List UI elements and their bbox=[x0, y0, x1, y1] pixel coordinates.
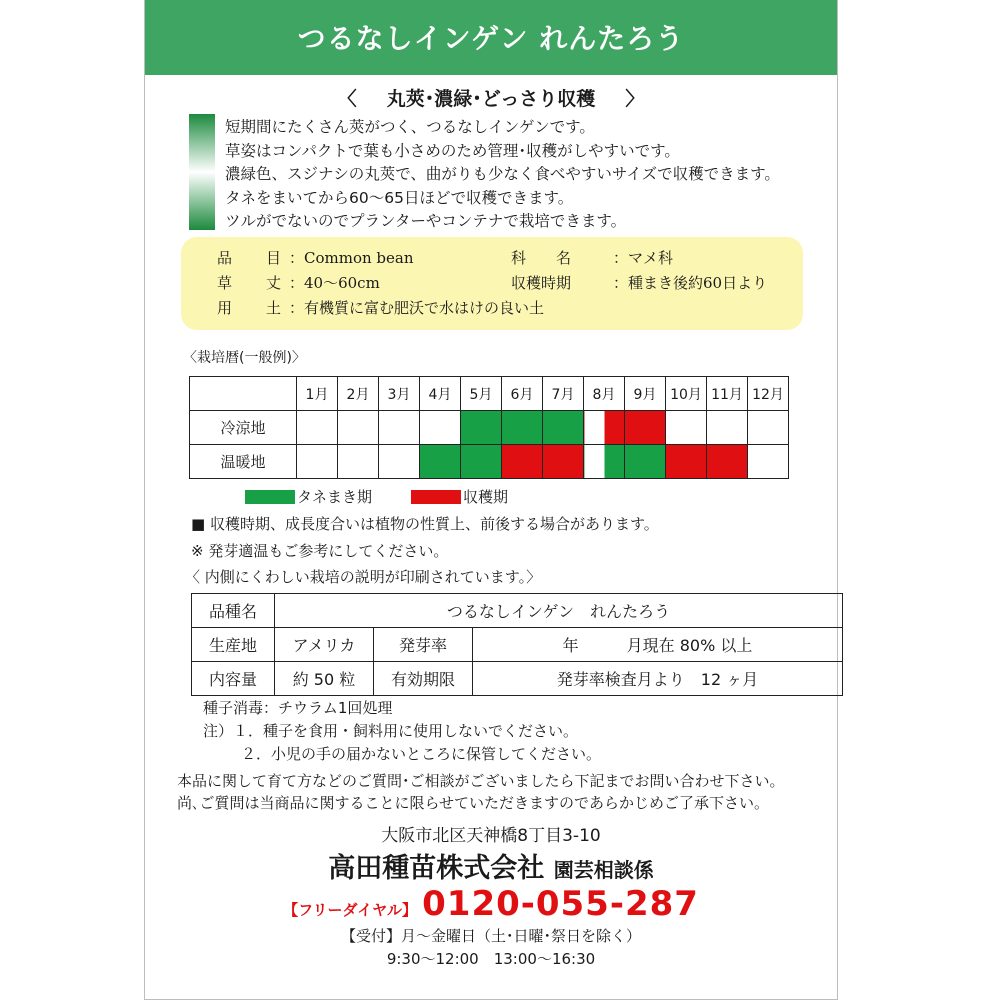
calendar-month-header: 7月 bbox=[543, 377, 584, 411]
caution-1: 注）１．種子を食用・飼料用に使用しないでください。 bbox=[203, 722, 579, 740]
calendar-month-cell bbox=[748, 411, 789, 445]
seed-packet-back bbox=[144, 0, 838, 1000]
calendar-month-header: 1月 bbox=[297, 377, 338, 411]
calendar-month-cell bbox=[584, 411, 625, 445]
contact-line-2: 尚､ご質問は当商品に関することに限らせていただきますのであらかじめご了承下さい。 bbox=[177, 794, 770, 812]
feature-line: タネをまいてから60～65日ほどで収穫できます。 bbox=[225, 188, 574, 207]
calendar-month-header: 8月 bbox=[584, 377, 625, 411]
feature-accent-bar bbox=[189, 114, 215, 230]
legend-harvest-label: 収穫期 bbox=[463, 488, 509, 506]
item-value: ：Common bean bbox=[289, 249, 414, 267]
origin-label: 生産地 bbox=[192, 628, 275, 662]
calendar-month-cell bbox=[461, 445, 502, 479]
feature-list bbox=[225, 116, 780, 234]
calendar-month-cell bbox=[502, 411, 543, 445]
calendar-month-cell bbox=[379, 445, 420, 479]
calendar-month-cell bbox=[379, 411, 420, 445]
product-title: つるなしインゲン れんたろう bbox=[145, 0, 837, 75]
info-box bbox=[181, 237, 803, 330]
company-address: 大阪市北区天神橋8丁目3-10 bbox=[381, 826, 601, 846]
caution-2: ２．小児の手の届かないところに保管してください。 bbox=[241, 745, 602, 763]
origin-value: アメリカ bbox=[275, 628, 374, 662]
family-key: 科 名 bbox=[511, 249, 572, 267]
company-name-block bbox=[145, 846, 837, 885]
calendar-month-header: 2月 bbox=[338, 377, 379, 411]
legend-harvest-swatch bbox=[411, 490, 461, 504]
calendar-month-cell bbox=[625, 445, 666, 479]
legend-harvest bbox=[411, 486, 508, 507]
calendar-corner-cell bbox=[190, 377, 297, 411]
variety-value: つるなしインゲン れんたろう bbox=[275, 594, 843, 628]
calendar-month-header: 6月 bbox=[502, 377, 543, 411]
phone-block bbox=[145, 884, 837, 924]
variety-label: 品種名 bbox=[192, 594, 275, 628]
free-dial-label: 【フリーダイヤル】 bbox=[283, 901, 418, 919]
height-key: 草丈 bbox=[217, 274, 316, 292]
calendar-month-cell bbox=[543, 411, 584, 445]
calendar-row bbox=[190, 411, 789, 445]
calendar-row bbox=[190, 445, 789, 479]
expiry-value: 発芽率検査月より 12 ヶ月 bbox=[473, 662, 843, 696]
content-value: 約 50 粒 bbox=[275, 662, 374, 696]
legend-sow-label: タネまき期 bbox=[297, 488, 373, 506]
calendar-region-label: 冷涼地 bbox=[190, 411, 297, 445]
calendar-header-row bbox=[190, 377, 789, 411]
soil-key: 用土 bbox=[217, 299, 316, 317]
calendar-month-cell bbox=[543, 445, 584, 479]
harvest-time-value: ：種まき後約60日より bbox=[613, 274, 768, 292]
calendar-region-label: 温暖地 bbox=[190, 445, 297, 479]
reception-days: 【受付】月～金曜日（土･日曜･祭日を除く） bbox=[340, 927, 641, 945]
calendar-month-cell bbox=[297, 445, 338, 479]
item-key: 品目 bbox=[217, 249, 316, 267]
calendar-month-cell bbox=[748, 445, 789, 479]
calendar-month-cell bbox=[666, 411, 707, 445]
germination-value: 年 月現在 80% 以上 bbox=[473, 628, 843, 662]
calendar-month-header: 10月 bbox=[666, 377, 707, 411]
seed-disinfection: 種子消毒：チウラム1回処理 bbox=[203, 699, 393, 717]
calendar-month-header: 4月 bbox=[420, 377, 461, 411]
note-harvest-variance: ■ 収穫時期、成長度合いは植物の性質上、前後する場合があります。 bbox=[191, 515, 659, 533]
feature-line: 濃緑色、スジナシの丸莢で、曲がりも少なく食べやすいサイズで収穫できます。 bbox=[225, 165, 780, 183]
tagline-open: 〈 bbox=[337, 88, 357, 110]
germination-label: 発芽率 bbox=[374, 628, 473, 662]
company-name: 高田種苗株式会社 bbox=[328, 853, 545, 884]
calendar-month-header: 11月 bbox=[707, 377, 748, 411]
calendar-month-cell bbox=[584, 445, 625, 479]
spec-table bbox=[191, 593, 843, 696]
legend-sow bbox=[245, 486, 372, 507]
calendar-month-cell bbox=[625, 411, 666, 445]
tagline-close: 〉 bbox=[625, 88, 645, 110]
calendar-month-cell bbox=[707, 411, 748, 445]
department-name: 園芸相談係 bbox=[553, 858, 654, 882]
contact-line-1: 本品に関して育て方などのご質問･ご相談がございましたら下記までお問い合わせ下さい。 bbox=[177, 772, 785, 790]
cultivation-calendar bbox=[189, 376, 789, 479]
calendar-month-cell bbox=[502, 445, 543, 479]
calendar-month-cell bbox=[707, 445, 748, 479]
legend-sow-swatch bbox=[245, 490, 295, 504]
feature-line: 短期間にたくさん莢がつく、つるなしインゲンです。 bbox=[225, 118, 595, 136]
calendar-month-cell bbox=[666, 445, 707, 479]
height-value: ：40～60cm bbox=[289, 274, 380, 292]
expiry-label: 有効期限 bbox=[374, 662, 473, 696]
calendar-month-cell bbox=[297, 411, 338, 445]
calendar-month-header: 5月 bbox=[461, 377, 502, 411]
tagline-text: 丸莢･濃緑･どっさり収穫 bbox=[386, 88, 596, 110]
content-label: 内容量 bbox=[192, 662, 275, 696]
feature-line: 草姿はコンパクトで葉も小さめのため管理･収穫がしやすいです。 bbox=[225, 141, 680, 160]
calendar-month-header: 12月 bbox=[748, 377, 789, 411]
harvest-time-key: 収穫時期 bbox=[511, 274, 572, 292]
calendar-month-cell bbox=[338, 411, 379, 445]
note-germination-temp: ※ 発芽適温もご参考にしてください。 bbox=[191, 542, 449, 560]
note-inside-instructions: 〈 内側にくわしい栽培の説明が印刷されています。〉 bbox=[185, 568, 542, 586]
calendar-month-cell bbox=[338, 445, 379, 479]
calendar-month-header: 3月 bbox=[379, 377, 420, 411]
reception-hours: 9:30～12:00 13:00～16:30 bbox=[386, 950, 596, 968]
calendar-month-cell bbox=[420, 445, 461, 479]
tagline bbox=[145, 84, 837, 111]
calendar-month-cell bbox=[420, 411, 461, 445]
phone-number[interactable]: 0120-055-287 bbox=[422, 884, 699, 924]
calendar-month-header: 9月 bbox=[625, 377, 666, 411]
family-value: ：マメ科 bbox=[613, 249, 674, 267]
calendar-month-cell bbox=[461, 411, 502, 445]
soil-value: ：有機質に富む肥沃で水はけの良い土 bbox=[289, 299, 545, 317]
calendar-heading: 〈栽培暦(一般例)〉 bbox=[183, 350, 306, 366]
feature-line: ツルがでないのでプランターやコンテナで栽培できます。 bbox=[225, 212, 627, 230]
